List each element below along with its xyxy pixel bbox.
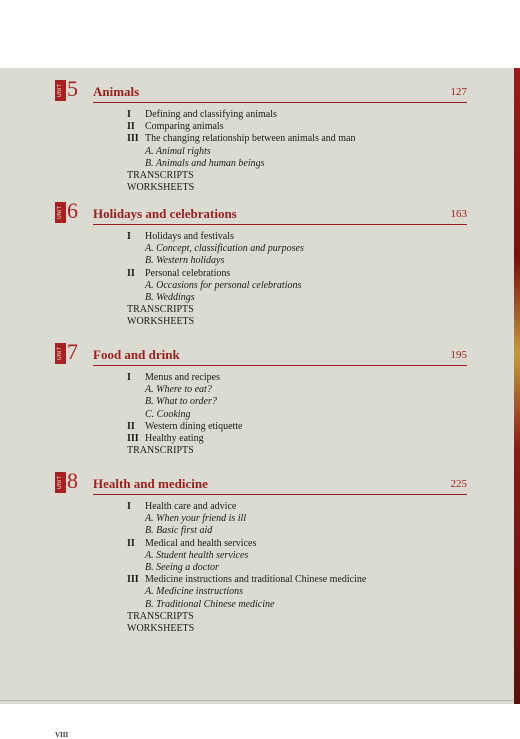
unit-tag: UNIT bbox=[55, 80, 66, 101]
unit-number: 8 bbox=[67, 468, 78, 493]
unit-page-number: 195 bbox=[450, 349, 467, 361]
unit-number: 6 bbox=[67, 198, 78, 223]
unit-title[interactable]: Animals bbox=[93, 84, 140, 99]
unit-page-number: 163 bbox=[450, 208, 467, 220]
entry-roman-numeral: II bbox=[127, 121, 135, 133]
entry-text: Personal celebrations bbox=[145, 267, 231, 279]
entry-text: A. Animal rights bbox=[145, 145, 211, 157]
toc-entry[interactable] bbox=[127, 268, 487, 280]
toc-entry[interactable] bbox=[127, 158, 487, 170]
entry-text: A. Student health services bbox=[145, 549, 249, 561]
entry-text: B. Basic first aid bbox=[145, 525, 213, 537]
entry-text: The changing relationship between animals and man bbox=[145, 133, 356, 145]
unit-number: 5 bbox=[67, 76, 78, 101]
entry-roman-numeral: I bbox=[127, 372, 131, 383]
unit-title-rule bbox=[93, 102, 467, 103]
toc-entry[interactable] bbox=[127, 255, 487, 267]
toc-entry[interactable] bbox=[127, 396, 487, 408]
toc-entry[interactable] bbox=[127, 611, 487, 623]
unit-entries bbox=[127, 501, 487, 635]
entry-text: B. Animals and human beings bbox=[145, 157, 265, 169]
toc-entry[interactable] bbox=[127, 513, 487, 525]
toc-entry[interactable] bbox=[127, 433, 487, 445]
toc-entry[interactable] bbox=[127, 384, 487, 396]
toc-entry[interactable] bbox=[127, 623, 487, 635]
entry-roman-numeral: III bbox=[127, 133, 139, 145]
toc-entry[interactable] bbox=[127, 586, 487, 598]
unit-page-number: 225 bbox=[450, 478, 467, 490]
toc-entry[interactable] bbox=[127, 146, 487, 158]
unit-number: 7 bbox=[67, 339, 78, 364]
entry-text: Menus and recipes bbox=[145, 372, 220, 383]
unit-badge bbox=[55, 198, 80, 223]
entry-text: B. Western holidays bbox=[145, 255, 225, 267]
toc-entry[interactable] bbox=[127, 109, 487, 121]
toc-entry[interactable] bbox=[127, 243, 487, 255]
unit-badge bbox=[55, 339, 80, 364]
toc-entry[interactable] bbox=[127, 525, 487, 537]
entry-text: A. Medicine instructions bbox=[145, 586, 244, 598]
unit-title[interactable]: Food and drink bbox=[93, 347, 180, 362]
entry-roman-numeral: III bbox=[127, 574, 139, 586]
page-number-roman: VIII bbox=[55, 731, 69, 739]
toc-entry[interactable] bbox=[127, 445, 487, 457]
toc-entry[interactable] bbox=[127, 574, 487, 586]
entry-text: B. Seeing a doctor bbox=[145, 561, 219, 573]
entry-text: Western dining etiquette bbox=[145, 420, 243, 432]
unit-badge bbox=[55, 76, 80, 101]
toc-entry[interactable] bbox=[127, 182, 487, 194]
unit-page-number: 127 bbox=[450, 86, 467, 98]
toc-entry[interactable] bbox=[127, 316, 487, 328]
entry-roman-numeral: I bbox=[127, 231, 131, 242]
entry-text: TRANSCRIPTS bbox=[127, 445, 194, 457]
unit-title-rule bbox=[93, 224, 467, 225]
toc-entry[interactable] bbox=[127, 292, 487, 304]
toc-entry[interactable] bbox=[127, 304, 487, 316]
entry-text: A. Occasions for personal celebrations bbox=[145, 279, 302, 291]
toc-entry[interactable] bbox=[127, 409, 487, 421]
entry-roman-numeral: I bbox=[127, 109, 131, 120]
toc-entry[interactable] bbox=[127, 133, 487, 145]
entry-text: A. Concept, classification and purposes bbox=[145, 243, 304, 255]
entry-roman-numeral: II bbox=[127, 420, 135, 432]
entry-text: Holidays and festivals bbox=[145, 231, 234, 242]
toc-entry[interactable] bbox=[127, 501, 487, 513]
book-page bbox=[0, 68, 514, 739]
unit-badge bbox=[55, 468, 80, 493]
entry-text: TRANSCRIPTS bbox=[127, 610, 194, 622]
entry-text: Defining and classifying animals bbox=[145, 109, 277, 120]
toc-entry[interactable] bbox=[127, 280, 487, 292]
entry-text: TRANSCRIPTS bbox=[127, 169, 194, 181]
entry-roman-numeral: I bbox=[127, 501, 131, 512]
toc-entry[interactable] bbox=[127, 599, 487, 611]
entry-text: A. Where to eat? bbox=[145, 384, 212, 396]
entry-text: B. Traditional Chinese medicine bbox=[145, 598, 275, 610]
unit-entries bbox=[127, 109, 487, 194]
entry-text: WORKSHEETS bbox=[127, 622, 195, 634]
toc-entry[interactable] bbox=[127, 231, 487, 243]
unit-title-rule bbox=[93, 365, 467, 366]
toc-entry[interactable] bbox=[127, 421, 487, 433]
toc-entry[interactable] bbox=[127, 538, 487, 550]
entry-roman-numeral: II bbox=[127, 537, 135, 549]
unit-tag: UNIT bbox=[55, 343, 66, 364]
entry-text: B. Weddings bbox=[145, 291, 195, 303]
entry-text: WORKSHEETS bbox=[127, 316, 195, 328]
unit-entries bbox=[127, 372, 487, 457]
entry-text: B. What to order? bbox=[145, 396, 217, 408]
unit-title-rule bbox=[93, 494, 467, 495]
entry-text: Medical and health services bbox=[145, 537, 257, 549]
toc-entry[interactable] bbox=[127, 550, 487, 562]
entry-text: WORKSHEETS bbox=[127, 182, 195, 194]
entry-text: Comparing animals bbox=[145, 121, 224, 133]
toc-entry[interactable] bbox=[127, 372, 487, 384]
unit-entries bbox=[127, 231, 487, 329]
entry-text: A. When your friend is ill bbox=[145, 513, 247, 525]
unit-tag: UNIT bbox=[55, 472, 66, 493]
unit-title[interactable]: Health and medicine bbox=[93, 476, 208, 491]
unit-title[interactable]: Holidays and celebrations bbox=[93, 206, 237, 221]
toc-entry[interactable] bbox=[127, 170, 487, 182]
entry-text: TRANSCRIPTS bbox=[127, 304, 194, 316]
page-bottom-edge bbox=[0, 700, 514, 701]
entry-text: Medicine instructions and traditional Chinese medicine bbox=[145, 574, 367, 586]
entry-roman-numeral: III bbox=[127, 432, 139, 444]
toc-entry[interactable] bbox=[127, 562, 487, 574]
book-edge-strip bbox=[514, 68, 520, 704]
entry-roman-numeral: II bbox=[127, 267, 135, 279]
entry-text: C. Cooking bbox=[145, 408, 191, 420]
unit-tag: UNIT bbox=[55, 202, 66, 223]
entry-text: Healthy eating bbox=[145, 432, 204, 444]
entry-text: Health care and advice bbox=[145, 501, 237, 512]
toc-entry[interactable] bbox=[127, 121, 487, 133]
